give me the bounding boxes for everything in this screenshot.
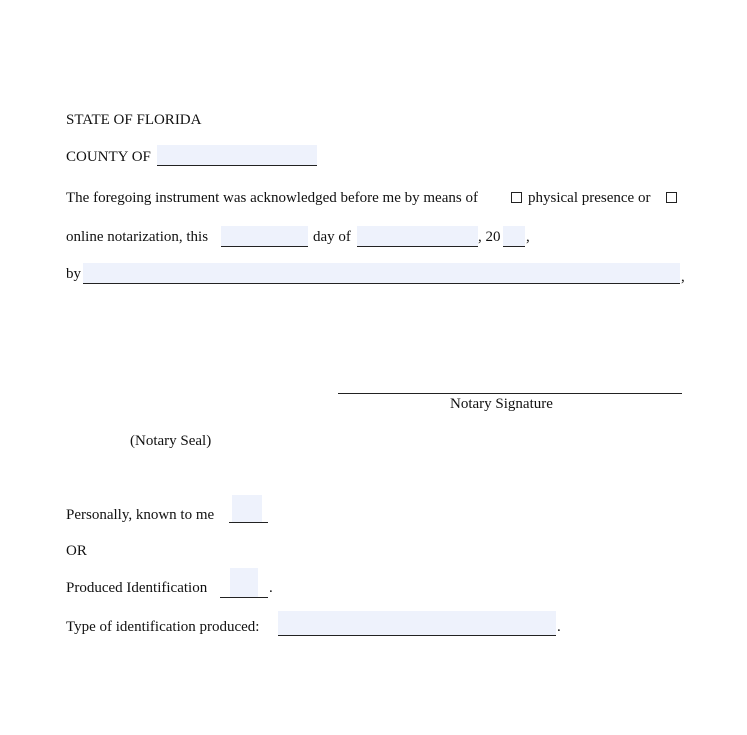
year-field[interactable] [503, 226, 525, 247]
state-heading: STATE OF FLORIDA [66, 112, 202, 128]
or-label: OR [66, 543, 87, 559]
personally-known-label: Personally, known to me [66, 507, 215, 523]
acknowledgment-intro: The foregoing instrument was acknowledged before me by means of [66, 190, 478, 206]
by-comma: , [681, 269, 685, 285]
produced-period: . [269, 580, 273, 596]
notary-seal-label: (Notary Seal) [130, 433, 212, 449]
physical-presence-label: physical presence or [528, 190, 651, 206]
online-notarization-label: online notarization, this [66, 229, 209, 245]
day-of-label: day of [313, 229, 351, 245]
physical-presence-checkbox[interactable] [511, 192, 522, 203]
year-comma: , [526, 229, 530, 245]
identification-type-label: Type of identification produced: [66, 619, 260, 635]
personally-known-field[interactable] [232, 495, 262, 522]
signature-line [338, 393, 682, 394]
county-field[interactable] [157, 145, 317, 166]
month-field[interactable] [357, 226, 478, 247]
notary-signature-label: Notary Signature [450, 396, 553, 412]
produced-identification-field[interactable] [230, 568, 258, 597]
identification-type-field[interactable] [278, 611, 556, 636]
personally-known-underline [229, 522, 268, 523]
by-field[interactable] [83, 263, 680, 284]
online-notarization-checkbox[interactable] [666, 192, 677, 203]
produced-identification-underline [220, 597, 268, 598]
year-prefix: , 20 [478, 229, 501, 245]
produced-identification-label: Produced Identification [66, 580, 208, 596]
identification-type-period: . [557, 619, 561, 635]
by-label: by [66, 266, 81, 282]
day-field[interactable] [221, 226, 308, 247]
county-label: COUNTY OF [66, 149, 151, 165]
